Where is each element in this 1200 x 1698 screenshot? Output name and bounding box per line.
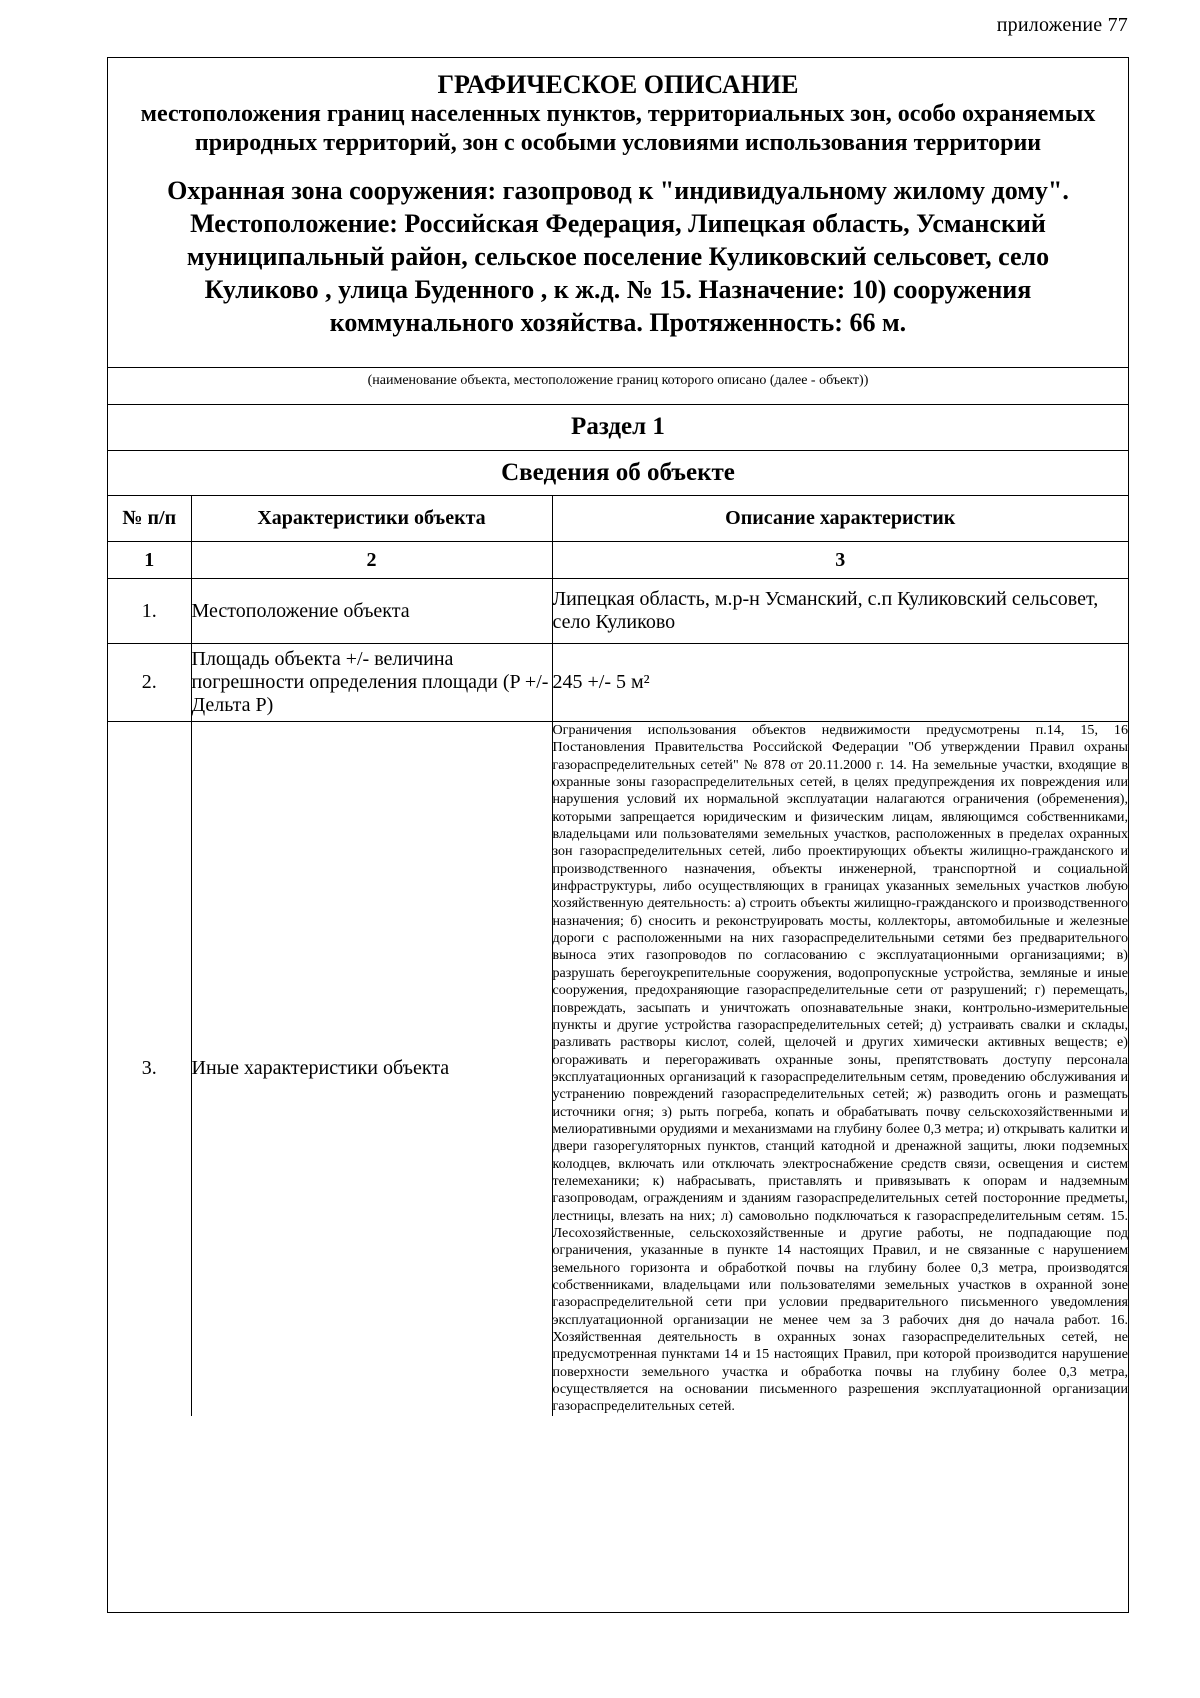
row-index: 3.: [108, 722, 191, 1416]
section-title: Раздел 1: [108, 404, 1128, 450]
row-characteristic: Площадь объекта +/- величина погрешности определения площади (P +/- Дельта P): [191, 644, 552, 722]
column-header-description: Описание характеристик: [552, 496, 1128, 542]
column-header-characteristic: Характеристики объекта: [191, 496, 552, 542]
section-subtitle: Сведения об объекте: [108, 450, 1128, 495]
table-row: [108, 722, 1128, 1416]
table-row: [108, 579, 1128, 644]
column-number: 1: [108, 542, 191, 579]
row-value: Ограничения использования объектов недвижимости предусмотрены п.14, 15, 16 Постановления Правительства Российской Федерации "Об утверждении Правил охраны газораспределительных сетей" № 878 от 20.11.2000 г. 14. На земельные участки, входящие в охранные зоны газораспределительных сетей, в целях предупреждения их повреждения или нарушения условий их нормальной эксплуатации налагаются ограничения (обременения), которыми запрещается юридическим и физическим лицам, являющимся собственниками, владельцами или пользователями земельных участков, расположенных в пределах охранных зон газораспределительных сетей, либо проектирующих объекты жилищно-гражданского и производственного назначения, объекты инженерной, транспортной и социальной инфраструктуры, либо осуществляющих в границах указанных земельных участков любую хозяйственную деятельность: а) строить объекты жилищно-гражданского и производственного назначения; б) сносить и реконструировать мосты, коллекторы, автомобильные и железные дороги с расположенными на них газораспределительными сетями без предварительного выноса этих газопроводов по согласованию с эксплуатационными организациями; в) разрушать берегоукрепительные сооружения, водопропускные устройства, земляные и иные сооружения, предохраняющие газораспределительные сети от разрушений; г) перемещать, повреждать, засыпать и уничтожать опознавательные знаки, контрольно-измерительные пункты и другие устройства газораспределительных сетей; д) устраивать свалки и склады, разливать растворы кислот, солей, щелочей и других химически активных веществ; е) огораживать и перегораживать охранные зоны, препятствовать доступу персонала эксплуатационных организаций к газораспределительным сетям, проведению обслуживания и устранению повреждений газораспределительных сетей; ж) разводить огонь и размещать источники огня; з) рыть погреба, копать и обрабатывать почву сельскохозяйственными и мелиоративными орудиями и механизмами на глубину более 0,3 метра; и) открывать калитки и двери газорегуляторных пунктов, станций катодной и дренажной защиты, люки подземных колодцев, включать или отключать электроснабжение средств связи, освещения и систем телемеханики; к) набрасывать, приставлять и привязывать к опорам и надземным газопроводам, ограждениям и зданиям газораспределительных сетей посторонние предметы, лестницы, влезать на них; л) самовольно подключаться к газораспределительным сетям. 15. Лесохозяйственные, сельскохозяйственные и другие работы, не подпадающие под ограничения, указанные в пункте 14 настоящих Правил, и не связанные с нарушением земельного горизонта и обработкой почвы на глубину более 0,3 метра, производятся собственниками, владельцами или пользователями земельных участков в охранной зоне газораспределительной сети при условии предварительного письменного уведомления эксплуатационной организации не менее чем за 3 рабочих дня до начала работ. 16. Хозяйственная деятельность в охранных зонах газораспределительных сетей, не предусмотренная пунктами 14 и 15 настоящих Правил, при которой производится нарушение поверхности земельного участка и обработка почвы на глубину более 0,3 метра, осуществляется на основании письменного разрешения эксплуатационной организации газораспределительных сетей.: [552, 722, 1128, 1415]
document-title: ГРАФИЧЕСКОЕ ОПИСАНИЕ: [437, 70, 799, 99]
row-index: 2.: [108, 644, 191, 722]
row-value: Липецкая область, м.р-н Усманский, с.п Куликовский сельсовет, село Куликово: [552, 579, 1128, 644]
object-caption: (наименование объекта, местоположение границ которого описано (далее - объект)): [367, 373, 869, 388]
column-number: 3: [552, 542, 1128, 579]
document-subtitle: местоположения границ населенных пунктов, территориальных зон, особо охраняемых природных территорий, зон с особыми условиями использования территории: [140, 101, 1096, 156]
appendix-label: приложение 77: [996, 14, 1128, 36]
table-row: [108, 644, 1128, 722]
object-info-table: [108, 495, 1128, 1416]
column-numbers-row: [108, 542, 1128, 579]
column-header-number: № п/п: [108, 496, 191, 542]
row-characteristic: Иные характеристики объекта: [191, 722, 552, 1416]
document-frame: [107, 57, 1129, 1613]
row-characteristic: Местоположение объекта: [191, 579, 552, 644]
document-header: [108, 58, 1128, 368]
table-header-row: [108, 496, 1128, 542]
column-number: 2: [191, 542, 552, 579]
row-index: 1.: [108, 579, 191, 644]
row-value: 245 +/- 5 м²: [552, 644, 1128, 722]
object-description: Охранная зона сооружения: газопровод к "индивидуальному жилому дому". Местоположение: Российская Федерация, Липецкая область, Усманский муниципальный район, сельское поселение Куликовский сельсовет, село Куликово , улица Буденного , к ж.д. № 15. Назначение: 10) сооружения коммунального хозяйства. Протяженность: 66 м.: [167, 176, 1069, 337]
